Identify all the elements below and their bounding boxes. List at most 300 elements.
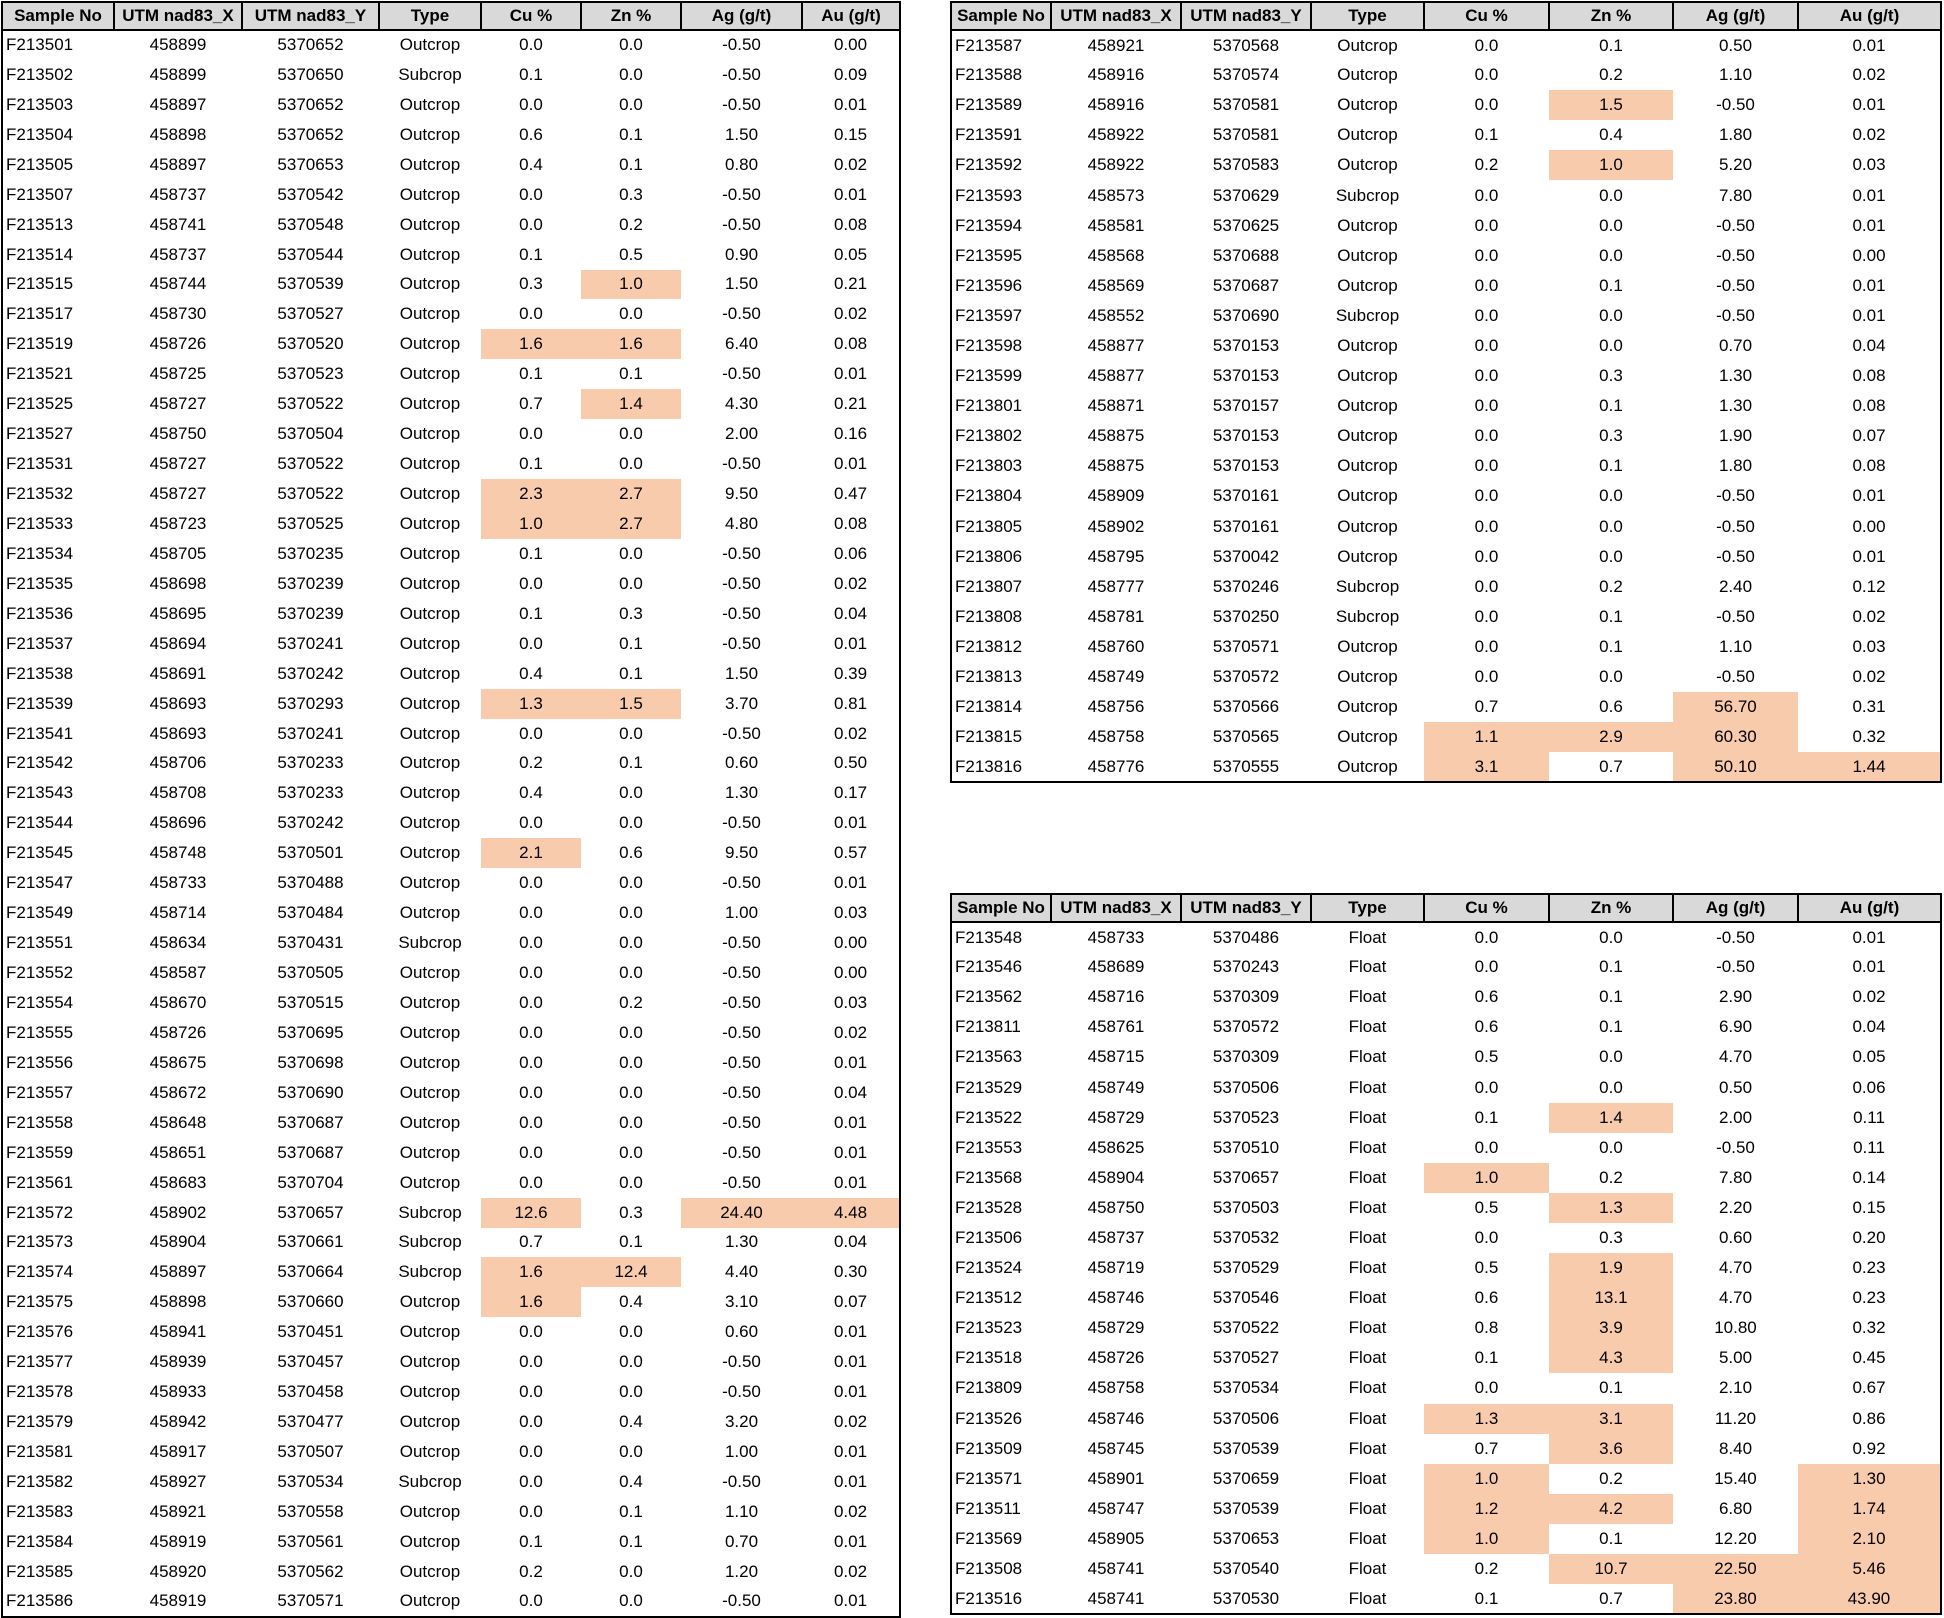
cell-type: Outcrop (399, 1292, 461, 1312)
cell-zn-pct: 1.5 (581, 689, 681, 719)
cell-ag-gpt: 0.80 (724, 154, 759, 174)
cell-zn-pct: 0.0 (619, 543, 643, 563)
cell-utm-x: 458921 (149, 1501, 207, 1521)
table-row (2, 1198, 900, 1228)
cell-au-gpt: 0.01 (1852, 486, 1886, 506)
cell-cu-pct: 0.1 (519, 603, 543, 623)
cell-au-gpt: 0.02 (833, 1412, 868, 1432)
table-row (951, 1072, 1941, 1102)
cell-sample-no: F213525 (6, 394, 74, 414)
table-row (2, 1287, 900, 1317)
cell-sample-no: F213548 (955, 927, 1023, 947)
cell-type: Float (1348, 1468, 1387, 1488)
table-row (2, 449, 900, 479)
cell-zn-pct: 0.7 (1599, 756, 1623, 776)
cell-utm-y: 5370153 (1212, 335, 1280, 355)
table-row (2, 1407, 900, 1437)
cell-au-gpt: 0.01 (833, 1352, 868, 1372)
table-row (951, 301, 1941, 331)
cell-sample-no: F213503 (6, 94, 74, 114)
cell-ag-gpt: -0.50 (722, 1591, 761, 1611)
cell-cu-pct: 0.0 (1474, 366, 1499, 386)
cell-zn-pct: 3.1 (1549, 1404, 1673, 1434)
table-row (2, 958, 900, 988)
cell-zn-pct: 0.3 (619, 603, 643, 623)
cell-zn-pct: 0.0 (619, 1052, 643, 1072)
cell-ag-gpt: -0.50 (722, 573, 761, 593)
cell-utm-x: 458706 (149, 753, 207, 773)
cell-au-gpt: 0.01 (833, 94, 868, 114)
cell-cu-pct: 0.5 (1474, 1197, 1499, 1217)
table-row (951, 512, 1941, 542)
cell-zn-pct: 0.1 (619, 1501, 643, 1521)
cell-sample-no: F213815 (955, 727, 1023, 747)
table-row (2, 629, 900, 659)
cell-utm-y: 5370574 (1212, 65, 1280, 85)
cell-sample-no: F213813 (955, 667, 1023, 687)
cell-type: Outcrop (399, 244, 461, 264)
cell-zn-pct: 0.0 (1599, 1047, 1623, 1067)
column-header-type: Type (1311, 2, 1424, 30)
cell-cu-pct: 2.3 (481, 479, 581, 509)
cell-zn-pct: 0.0 (619, 94, 643, 114)
cell-sample-no: F213509 (955, 1438, 1023, 1458)
cell-ag-gpt: 1.00 (724, 903, 759, 923)
table-row (2, 90, 900, 120)
cell-utm-y: 5370661 (277, 1232, 344, 1252)
cell-ag-gpt: -0.50 (722, 1022, 761, 1042)
cell-sample-no: F213595 (955, 245, 1023, 265)
cell-ag-gpt: 4.70 (1718, 1047, 1753, 1067)
cell-cu-pct: 0.0 (1474, 1137, 1499, 1157)
cell-au-gpt: 0.04 (833, 603, 868, 623)
cell-type: Outcrop (1337, 516, 1398, 536)
cell-au-gpt: 0.01 (1852, 957, 1886, 977)
cell-type: Outcrop (399, 543, 461, 563)
cell-sample-no: F213544 (6, 813, 74, 833)
cell-ag-gpt: 0.60 (724, 753, 759, 773)
cell-utm-x: 458725 (149, 364, 207, 384)
cell-au-gpt: 0.39 (833, 663, 868, 683)
cell-au-gpt: 0.15 (1852, 1197, 1886, 1217)
cell-au-gpt: 0.02 (1852, 65, 1886, 85)
cell-cu-pct: 0.0 (519, 813, 543, 833)
cell-utm-x: 458758 (1087, 727, 1145, 747)
cell-type: Outcrop (399, 484, 461, 504)
cell-ag-gpt: 7.80 (1718, 185, 1753, 205)
table-row (951, 391, 1941, 421)
cell-sample-no: F213541 (6, 723, 74, 743)
cell-zn-pct: 1.0 (581, 270, 681, 300)
cell-zn-pct: 0.0 (619, 1591, 643, 1611)
table-row (2, 1557, 900, 1587)
cell-utm-x: 458694 (149, 633, 207, 653)
cell-cu-pct: 0.0 (1474, 95, 1499, 115)
cell-cu-pct: 0.0 (1474, 546, 1499, 566)
cell-ag-gpt: 6.90 (1718, 1017, 1753, 1037)
table-row (2, 479, 900, 509)
header-row (2, 2, 900, 30)
cell-utm-y: 5370506 (1212, 1408, 1280, 1428)
cell-zn-pct: 0.1 (619, 124, 643, 144)
cell-utm-y: 5370525 (277, 513, 344, 533)
cell-ag-gpt: 1.30 (1718, 366, 1753, 386)
cell-ag-gpt: 1.00 (724, 1442, 759, 1462)
cell-type: Subcrop (1335, 606, 1400, 626)
cell-utm-y: 5370242 (277, 813, 344, 833)
cell-sample-no: F213577 (6, 1352, 74, 1372)
column-header-cu-pct: Cu % (481, 2, 581, 30)
cell-type: Outcrop (399, 1172, 461, 1192)
cell-au-gpt: 0.03 (1852, 155, 1886, 175)
cell-sample-no: F213562 (955, 987, 1023, 1007)
cell-ag-gpt: -0.50 (1716, 245, 1755, 265)
cell-utm-y: 5370530 (1212, 1588, 1280, 1608)
cell-type: Outcrop (1337, 697, 1398, 717)
cell-type: Outcrop (1337, 667, 1398, 687)
cell-ag-gpt: 4.80 (724, 513, 759, 533)
cell-ag-gpt: -0.50 (1716, 486, 1755, 506)
cell-au-gpt: 0.50 (833, 753, 868, 773)
cell-sample-no: F213543 (6, 783, 74, 803)
cell-utm-y: 5370458 (277, 1382, 344, 1402)
cell-cu-pct: 1.2 (1424, 1494, 1549, 1524)
cell-ag-gpt: 15.40 (1714, 1468, 1757, 1488)
cell-utm-x: 458919 (149, 1531, 207, 1551)
cell-au-gpt: 0.01 (833, 1322, 868, 1342)
cell-type: Outcrop (399, 783, 461, 803)
cell-utm-x: 458902 (149, 1202, 207, 1222)
cell-utm-y: 5370704 (277, 1172, 344, 1192)
cell-zn-pct: 0.0 (1599, 1137, 1623, 1157)
cell-sample-no: F213526 (955, 1408, 1023, 1428)
cell-ag-gpt: -0.50 (722, 723, 761, 743)
header-row (951, 2, 1941, 30)
cell-ag-gpt: 60.30 (1673, 722, 1798, 752)
cell-zn-pct: 0.1 (1599, 35, 1623, 55)
cell-ag-gpt: 9.50 (724, 843, 759, 863)
table-row (2, 569, 900, 599)
cell-zn-pct: 0.1 (1599, 987, 1623, 1007)
cell-type: Float (1348, 1047, 1387, 1067)
cell-cu-pct: 0.1 (1474, 1107, 1499, 1127)
table-row (951, 752, 1941, 782)
cell-utm-y: 5370042 (1212, 546, 1280, 566)
cell-utm-x: 458781 (1087, 606, 1145, 626)
cell-ag-gpt: 1.50 (724, 663, 759, 683)
table-row (951, 1103, 1941, 1133)
cell-sample-no: F213517 (6, 304, 74, 324)
cell-sample-no: F213576 (6, 1322, 74, 1342)
cell-zn-pct: 1.6 (581, 329, 681, 359)
cell-ag-gpt: 3.20 (724, 1412, 759, 1432)
cell-type: Outcrop (399, 603, 461, 623)
cell-sample-no: F213589 (955, 95, 1023, 115)
table-row (2, 1317, 900, 1347)
cell-utm-x: 458920 (149, 1561, 207, 1581)
table-row (2, 299, 900, 329)
cell-cu-pct: 0.0 (519, 1142, 543, 1162)
cell-sample-no: F213553 (955, 1137, 1023, 1157)
cell-cu-pct: 0.0 (519, 94, 543, 114)
table-row (2, 928, 900, 958)
cell-sample-no: F213528 (955, 1197, 1023, 1217)
cell-au-gpt: 0.08 (833, 334, 868, 354)
column-header-au-gpt: Au (g/t) (802, 2, 900, 30)
cell-type: Outcrop (399, 1442, 461, 1462)
cell-ag-gpt: 1.80 (1718, 456, 1753, 476)
cell-type: Outcrop (399, 873, 461, 893)
cell-utm-x: 458939 (149, 1352, 207, 1372)
table-row (951, 241, 1941, 271)
cell-au-gpt: 0.07 (1852, 426, 1886, 446)
cell-sample-no: F213804 (955, 486, 1023, 506)
cell-sample-no: F213592 (955, 155, 1023, 175)
assay-table-right-top (950, 1, 1942, 783)
table-row (2, 210, 900, 240)
cell-utm-x: 458587 (149, 963, 207, 983)
cell-utm-x: 458750 (149, 424, 207, 444)
cell-cu-pct: 0.0 (519, 963, 543, 983)
cell-cu-pct: 0.0 (1474, 516, 1499, 536)
cell-cu-pct: 0.0 (1474, 606, 1499, 626)
table-row (951, 120, 1941, 150)
cell-au-gpt: 0.00 (833, 933, 868, 953)
cell-utm-y: 5370309 (1212, 1047, 1280, 1067)
cell-zn-pct: 2.7 (581, 509, 681, 539)
cell-au-gpt: 0.04 (1852, 335, 1886, 355)
cell-zn-pct: 0.0 (619, 1142, 643, 1162)
cell-utm-x: 458898 (149, 124, 207, 144)
cell-au-gpt: 0.23 (1852, 1288, 1886, 1308)
cell-zn-pct: 0.0 (619, 963, 643, 983)
table-row (951, 1404, 1941, 1434)
cell-ag-gpt: -0.50 (722, 454, 761, 474)
cell-sample-no: F213591 (955, 125, 1023, 145)
cell-zn-pct: 10.7 (1549, 1554, 1673, 1584)
cell-cu-pct: 0.0 (1474, 1378, 1499, 1398)
cell-utm-x: 458902 (1087, 516, 1145, 536)
cell-cu-pct: 0.0 (519, 1022, 543, 1042)
cell-type: Float (1348, 1498, 1387, 1518)
cell-utm-x: 458670 (149, 992, 207, 1012)
cell-sample-no: F213524 (955, 1258, 1023, 1278)
cell-utm-y: 5370250 (1212, 606, 1280, 626)
cell-zn-pct: 0.0 (619, 783, 643, 803)
cell-zn-pct: 0.0 (619, 813, 643, 833)
cell-ag-gpt: 4.40 (724, 1262, 759, 1282)
table-row (2, 689, 900, 719)
cell-cu-pct: 0.0 (1474, 335, 1499, 355)
cell-au-gpt: 0.17 (833, 783, 868, 803)
cell-au-gpt: 0.11 (1853, 1107, 1885, 1127)
cell-utm-y: 5370241 (277, 723, 344, 743)
cell-ag-gpt: -0.50 (1716, 957, 1755, 977)
cell-cu-pct: 0.2 (519, 1561, 543, 1581)
cell-sample-no: F213573 (6, 1232, 74, 1252)
cell-utm-y: 5370523 (277, 364, 344, 384)
cell-utm-y: 5370527 (277, 304, 344, 324)
cell-sample-no: F213523 (955, 1318, 1023, 1338)
cell-utm-y: 5370235 (277, 543, 344, 563)
cell-au-gpt: 0.81 (833, 693, 868, 713)
cell-utm-x: 458758 (1087, 1378, 1145, 1398)
cell-utm-x: 458899 (149, 35, 207, 55)
cell-cu-pct: 0.6 (1474, 1288, 1499, 1308)
cell-utm-x: 458877 (1087, 366, 1145, 386)
cell-cu-pct: 0.0 (519, 1501, 543, 1521)
cell-type: Outcrop (399, 1112, 461, 1132)
cell-sample-no: F213802 (955, 426, 1023, 446)
cell-type: Outcrop (1337, 546, 1398, 566)
cell-au-gpt: 0.02 (1852, 987, 1886, 1007)
cell-au-gpt: 0.01 (833, 1052, 868, 1072)
cell-utm-y: 5370581 (1212, 125, 1280, 145)
cell-utm-y: 5370239 (277, 573, 344, 593)
cell-utm-x: 458746 (1087, 1408, 1145, 1428)
cell-ag-gpt: 0.70 (1718, 335, 1753, 355)
cell-au-gpt: 0.01 (1852, 305, 1886, 325)
cell-zn-pct: 0.2 (1599, 1167, 1623, 1187)
cell-ag-gpt: 56.70 (1673, 692, 1798, 722)
cell-type: Float (1348, 1588, 1387, 1608)
cell-ag-gpt: -0.50 (722, 35, 761, 55)
cell-utm-x: 458696 (149, 813, 207, 833)
cell-utm-y: 5370431 (277, 933, 344, 953)
cell-sample-no: F213584 (6, 1531, 74, 1551)
cell-zn-pct: 1.4 (581, 389, 681, 419)
cell-zn-pct: 0.2 (619, 992, 643, 1012)
cell-ag-gpt: -0.50 (722, 1112, 761, 1132)
cell-zn-pct: 0.1 (1599, 957, 1623, 977)
cell-type: Float (1348, 1107, 1387, 1127)
cell-type: Float (1348, 1077, 1387, 1097)
cell-au-gpt: 0.00 (833, 963, 868, 983)
cell-zn-pct: 0.1 (619, 364, 643, 384)
cell-utm-y: 5370652 (277, 94, 344, 114)
cell-au-gpt: 0.01 (833, 1531, 868, 1551)
cell-cu-pct: 0.0 (519, 1591, 543, 1611)
cell-type: Outcrop (399, 963, 461, 983)
cell-sample-no: F213552 (6, 963, 74, 983)
cell-sample-no: F213582 (6, 1471, 74, 1491)
cell-type: Float (1348, 1438, 1387, 1458)
cell-utm-x: 458737 (149, 184, 207, 204)
table-row (951, 451, 1941, 481)
cell-au-gpt: 0.92 (1852, 1438, 1886, 1458)
cell-utm-y: 5370652 (277, 124, 344, 144)
cell-zn-pct: 0.5 (619, 244, 643, 264)
table-row (951, 1584, 1941, 1614)
table-row (2, 659, 900, 689)
table-row (2, 240, 900, 270)
cell-utm-x: 458746 (1087, 1288, 1145, 1308)
cell-zn-pct: 0.0 (1599, 546, 1623, 566)
table-row (2, 1048, 900, 1078)
cell-cu-pct: 0.1 (1474, 1588, 1499, 1608)
cell-utm-y: 5370695 (277, 1022, 344, 1042)
cell-utm-x: 458716 (1087, 987, 1145, 1007)
cell-zn-pct: 3.9 (1549, 1313, 1673, 1343)
cell-ag-gpt: 10.80 (1714, 1318, 1757, 1338)
cell-sample-no: F213557 (6, 1082, 74, 1102)
cell-utm-x: 458899 (149, 64, 207, 84)
cell-utm-y: 5370153 (1212, 366, 1280, 386)
cell-type: Outcrop (399, 723, 461, 743)
cell-utm-y: 5370687 (1212, 275, 1280, 295)
cell-sample-no: F213514 (6, 244, 74, 264)
cell-cu-pct: 0.2 (519, 753, 543, 773)
table-row (951, 1012, 1941, 1042)
cell-type: Subcrop (398, 1471, 462, 1491)
cell-utm-x: 458744 (149, 274, 207, 294)
cell-utm-x: 458877 (1087, 335, 1145, 355)
cell-cu-pct: 0.0 (519, 933, 543, 953)
cell-cu-pct: 1.1 (1424, 722, 1549, 752)
table-row (951, 30, 1941, 60)
cell-utm-y: 5370457 (277, 1352, 344, 1372)
cell-type: Outcrop (1337, 396, 1398, 416)
cell-ag-gpt: 2.20 (1718, 1197, 1753, 1217)
cell-type: Outcrop (1337, 727, 1398, 747)
cell-zn-pct: 0.1 (1599, 1528, 1623, 1548)
cell-sample-no: F213549 (6, 903, 74, 923)
cell-sample-no: F213554 (6, 992, 74, 1012)
cell-ag-gpt: -0.50 (722, 1172, 761, 1192)
cell-au-gpt: 0.01 (833, 1142, 868, 1162)
cell-zn-pct: 0.1 (1599, 636, 1623, 656)
cell-sample-no: F213569 (955, 1528, 1023, 1548)
cell-utm-x: 458730 (149, 304, 207, 324)
column-header-sample-no: Sample No (951, 2, 1051, 30)
cell-type: Subcrop (1335, 576, 1400, 596)
cell-au-gpt: 0.15 (833, 124, 868, 144)
cell-cu-pct: 0.0 (519, 1172, 543, 1192)
cell-zn-pct: 1.0 (1549, 150, 1673, 180)
cell-cu-pct: 0.0 (1474, 396, 1499, 416)
cell-utm-y: 5370522 (277, 454, 344, 474)
table-row (2, 329, 900, 359)
cell-au-gpt: 0.45 (1852, 1348, 1886, 1368)
cell-sample-no: F213502 (6, 64, 74, 84)
table-row (2, 120, 900, 150)
cell-type: Float (1348, 1348, 1387, 1368)
cell-utm-x: 458748 (149, 843, 207, 863)
cell-type: Outcrop (399, 334, 461, 354)
cell-au-gpt: 0.01 (1852, 927, 1886, 947)
cell-type: Float (1348, 1167, 1387, 1187)
cell-au-gpt: 0.30 (833, 1262, 868, 1282)
cell-utm-x: 458552 (1087, 305, 1145, 325)
cell-cu-pct: 0.0 (1474, 927, 1499, 947)
cell-utm-y: 5370629 (1212, 185, 1280, 205)
cell-au-gpt: 1.74 (1798, 1494, 1941, 1524)
cell-ag-gpt: -0.50 (722, 873, 761, 893)
cell-au-gpt: 4.48 (802, 1198, 900, 1228)
cell-sample-no: F213551 (6, 933, 74, 953)
cell-zn-pct: 0.0 (619, 573, 643, 593)
cell-utm-y: 5370572 (1212, 667, 1280, 687)
cell-cu-pct: 0.0 (519, 1442, 543, 1462)
cell-utm-x: 458672 (149, 1082, 207, 1102)
cell-type: Float (1348, 1197, 1387, 1217)
cell-cu-pct: 0.0 (519, 184, 543, 204)
cell-type: Outcrop (399, 693, 461, 713)
cell-zn-pct: 1.4 (1549, 1103, 1673, 1133)
column-header-zn-pct: Zn % (1549, 894, 1673, 922)
cell-zn-pct: 12.4 (581, 1257, 681, 1287)
cell-utm-x: 458750 (1087, 1197, 1145, 1217)
